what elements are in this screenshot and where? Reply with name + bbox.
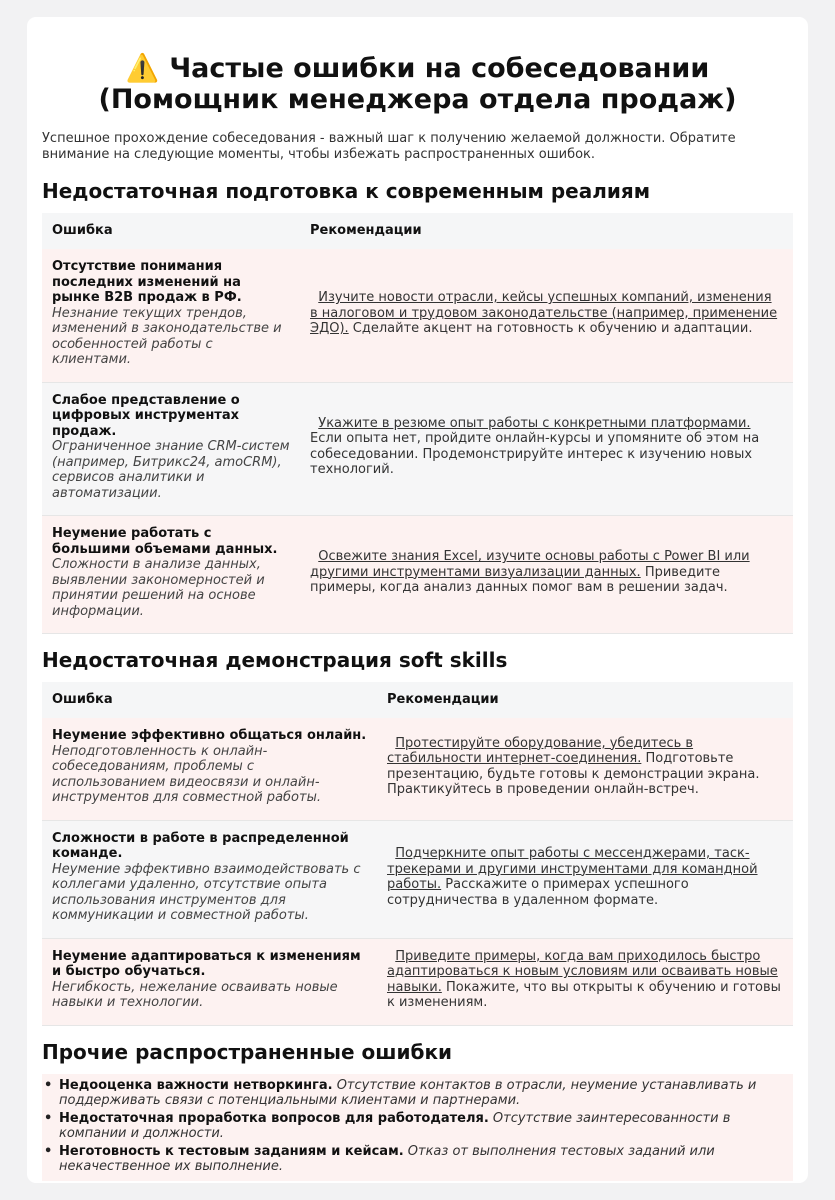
recommendation-cell [377,718,793,820]
list-item-description: Отказ от выполнения тестовых заданий или некачественное их выполнение. [59,1143,715,1174]
recommendation-text: Если опыта нет, пройдите онлайн-курсы и упомяните об этом на собеседовании. Продемонстрируйте интерес к изучению новых технологий. [310,431,760,478]
table-header-row [42,682,793,718]
error-description: Неподготовленность к онлайн-собеседованиям, проблемы с использованием видеосвязи и онлайн-инструментов для совместной работы. [52,743,321,805]
column-header-error: Ошибка [42,213,300,249]
recommendation-highlight: Протестируйте оборудование, убедитесь в стабильности интернет-соединения. [387,735,694,767]
soft-skills-table [42,682,793,1026]
error-cell [42,718,377,820]
error-title: Отсутствие понимания последних изменений на рынке B2B продаж в РФ. [52,259,242,305]
column-header-recommendations: Рекомендации [377,682,793,718]
error-description: Неумение эффективно взаимодействовать с коллегами удаленно, отсутствие опыта использования инструментов для коммуникации и совместной работы. [52,861,361,923]
list-item [42,1144,793,1175]
recommendation-highlight: Подчеркните опыт работы с мессенджерами, таск-трекерами и другими инструментами для командной работы. [387,846,758,892]
recommendation-text: Сделайте акцент на готовность к обучению и адаптации. [348,321,753,336]
error-description: Негибкость, нежелание осваивать новые навыки и технологии. [52,979,338,1010]
title-line-2: (Помощник менеджера отдела продаж) [98,84,737,115]
intro-paragraph: Успешное прохождение собеседования - важный шаг к получению желаемой должности. Обратите внимание на следующие моменты, чтобы избежать распространенных ошибок. [42,131,736,162]
error-title: Сложности в работе в распределенной команде. [52,830,349,861]
list-item-description: Отсутствие контактов в отрасли, неумение устанавливать и поддерживать связи с потенциальными клиентами и партнерами. [59,1077,757,1108]
list-item-title: Недооценка важности нетворкинга. [59,1077,333,1093]
document-card [27,17,808,1183]
bullet-icon: • [44,1143,53,1159]
table-header-row [42,213,793,249]
error-cell [42,382,300,516]
table-row [42,382,793,516]
bullet-icon: • [44,1110,53,1126]
error-description: Незнание текущих трендов, изменений в законодательстве и особенностей работы с клиентами. [52,305,282,367]
column-header-error: Ошибка [42,682,377,718]
recommendation-highlight: Изучите новости отрасли, кейсы успешных компаний, изменения в налоговом и трудовом законодательстве (например, применение ЭДО). [310,290,778,336]
list-item [42,1111,793,1142]
recommendation-text: Покажите, что вы открыты к обучению и готовы к изменениям. [387,979,781,1010]
title-line-1: Частые ошибки на собеседовании [169,53,710,84]
error-cell [42,938,377,1025]
list-item-description: Отсутствие заинтересованности в компании и должности. [59,1110,731,1141]
column-header-recommendations: Рекомендации [300,213,793,249]
list-item-title: Неготовность к тестовым заданиям и кейсам. [59,1143,404,1159]
list-item-title: Недостаточная проработка вопросов для работодателя. [59,1110,489,1126]
error-cell [42,820,377,938]
recommendation-text: Приведите примеры, когда анализ данных помог вам в решении задач. [310,564,728,596]
preparation-table [42,213,793,634]
error-description: Сложности в анализе данных, выявлении закономерностей и принятии решений на основе информации. [52,557,265,619]
section-title-soft-skills: Недостаточная демонстрация soft skills [42,648,508,672]
error-title: Неумение работать с большими объемами данных. [52,526,278,557]
section-title-misc: Прочие распространенные ошибки [42,1039,453,1064]
list-item [42,1078,793,1109]
table-row [42,820,793,938]
misc-errors-list [42,1074,793,1181]
recommendation-text: Подготовьте презентацию, будьте готовы к демонстрации экрана. Практикуйтесь в проведении онлайн-встреч. [387,751,760,798]
warning-icon: ⚠️ [125,53,160,84]
table-row [42,718,793,820]
recommendation-highlight: Освежите знания Excel, изучите основы работы с Power BI или другими инструментами визуализации данных. [310,549,750,580]
section-title-preparation: Недостаточная подготовка к современным реалиям [42,179,651,203]
recommendation-cell [300,249,793,382]
table-row [42,249,793,382]
error-title: Неумение адаптироваться к изменениям и быстро обучаться. [52,948,361,979]
recommendation-highlight: Укажите в резюме опыт работы с конкретными платформами. [318,415,751,431]
recommendation-cell [300,516,793,634]
recommendation-highlight: Приведите примеры, когда вам приходилось быстро адаптироваться к новым условиям или осваивать новые навыки. [387,948,778,995]
error-title: Неумение эффективно общаться онлайн. [52,728,367,743]
recommendation-text: Расскажите о примерах успешного сотрудничества в удаленном формате. [387,877,689,908]
recommendation-cell [300,382,793,516]
table-row [42,516,793,634]
bullet-icon: • [44,1077,53,1093]
recommendation-cell [377,820,793,938]
error-title: Слабое представление о цифровых инструментах продаж. [52,392,240,439]
recommendation-cell [377,938,793,1025]
table-row [42,938,793,1025]
page-title [42,53,793,115]
error-cell [42,249,300,382]
error-cell [42,516,300,634]
error-description: Ограниченное знание CRM-систем (например, Битрикс24, amoCRM), сервисов аналитики и автоматизации. [52,439,290,501]
